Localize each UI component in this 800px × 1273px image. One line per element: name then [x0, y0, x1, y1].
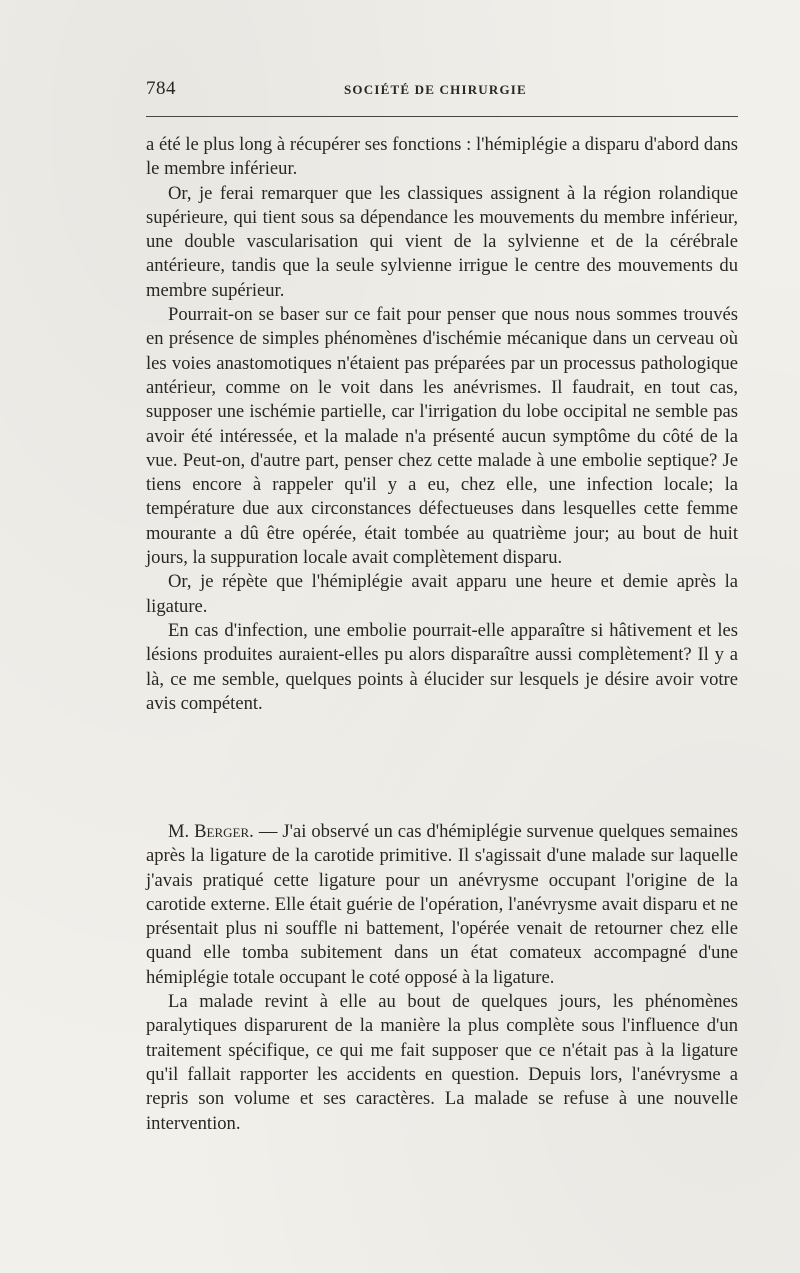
paragraph: Or, je ferai remarquer que les classiques assignent à la région rolandique supérieure, qui tient sous sa dépendance les mouvements du membre inférieur, une double vascularisation qui vient de la sylvienne et de la cérébrale antérieure, tandis que la seule sylvienne irrigue le centre des mouvements du membre supérieur. [146, 182, 738, 301]
paragraph: a été le plus long à récupérer ses fonctions : l'hémiplégie a disparu d'abord dans le membre inférieur. [146, 134, 738, 180]
discussion-text [146, 133, 738, 716]
header-rule [146, 116, 738, 117]
journal-title: SOCIÉTÉ DE CHIRURGIE [344, 82, 527, 97]
paragraph-text: — J'ai observé un cas d'hémiplégie survenue quelques semaines après la ligature de la carotide primitive. Il s'agissait d'une malade sur laquelle j'avais pratiqué cette ligature pour un anévrysme occupant l'origine de la carotide externe. Elle était guérie de l'opération, l'anévrysme avait disparu et ne présentait plus ni souffle ni battement, l'opérée venait de retourner chez elle quand elle tomba subitement dans un état comateux accompagné d'une hémiplégie totale occupant le coté opposé à la ligature. [146, 821, 738, 988]
paragraph: En cas d'infection, une embolie pourrait-elle apparaître si hâtivement et les lésions produites auraient-elles pu alors disparaître aussi complètement? Il y a là, ce me semble, quelques points à élucider sur lesquels je désire avoir votre avis compétent. [146, 619, 738, 714]
paragraph: La malade revint à elle au bout de quelques jours, les phénomènes paralytiques disparurent de la manière la plus complète sous l'influence d'un traitement spécifique, ce qui me fait supposer que ce n'était pas à la ligature qu'il fallait rapporter les accidents en question. Depuis lors, l'anévrysme a repris son volume et ses caractères. La malade se refuse à une nouvelle intervention. [146, 991, 738, 1134]
paragraph: Pourrait-on se baser sur ce fait pour penser que nous nous sommes trouvés en présence de simples phénomènes d'ischémie mécanique dans un cerveau où les voies anastomotiques n'étaient pas préparées par un processus pathologique antérieur, comme on le voit dans les anévrismes. Il faudrait, en tout cas, supposer une ischémie partielle, car l'irrigation du lobe occipital ne semble pas avoir été intéressée, et la malade n'a présenté aucun symptôme du côté de la vue. Peut-on, d'autre part, penser chez cette malade à une embolie septique? Je tiens encore à rappeler qu'il y a eu, chez elle, une infection locale; la température due aux circonstances défectueuses dans lesquelles cette femme mourante a dû être opérée, était tombée au quatrième jour; au bout de huit jours, la suppuration locale avait complètement disparu. [146, 304, 738, 569]
running-head [146, 78, 738, 102]
speaker-name: M. Berger. [168, 821, 254, 842]
paragraph [146, 820, 738, 990]
paragraph: Or, je répète que l'hémiplégie avait apparu une heure et demie après la ligature. [146, 571, 738, 617]
berger-remarks [146, 820, 738, 1136]
page-number: 784 [146, 78, 176, 99]
